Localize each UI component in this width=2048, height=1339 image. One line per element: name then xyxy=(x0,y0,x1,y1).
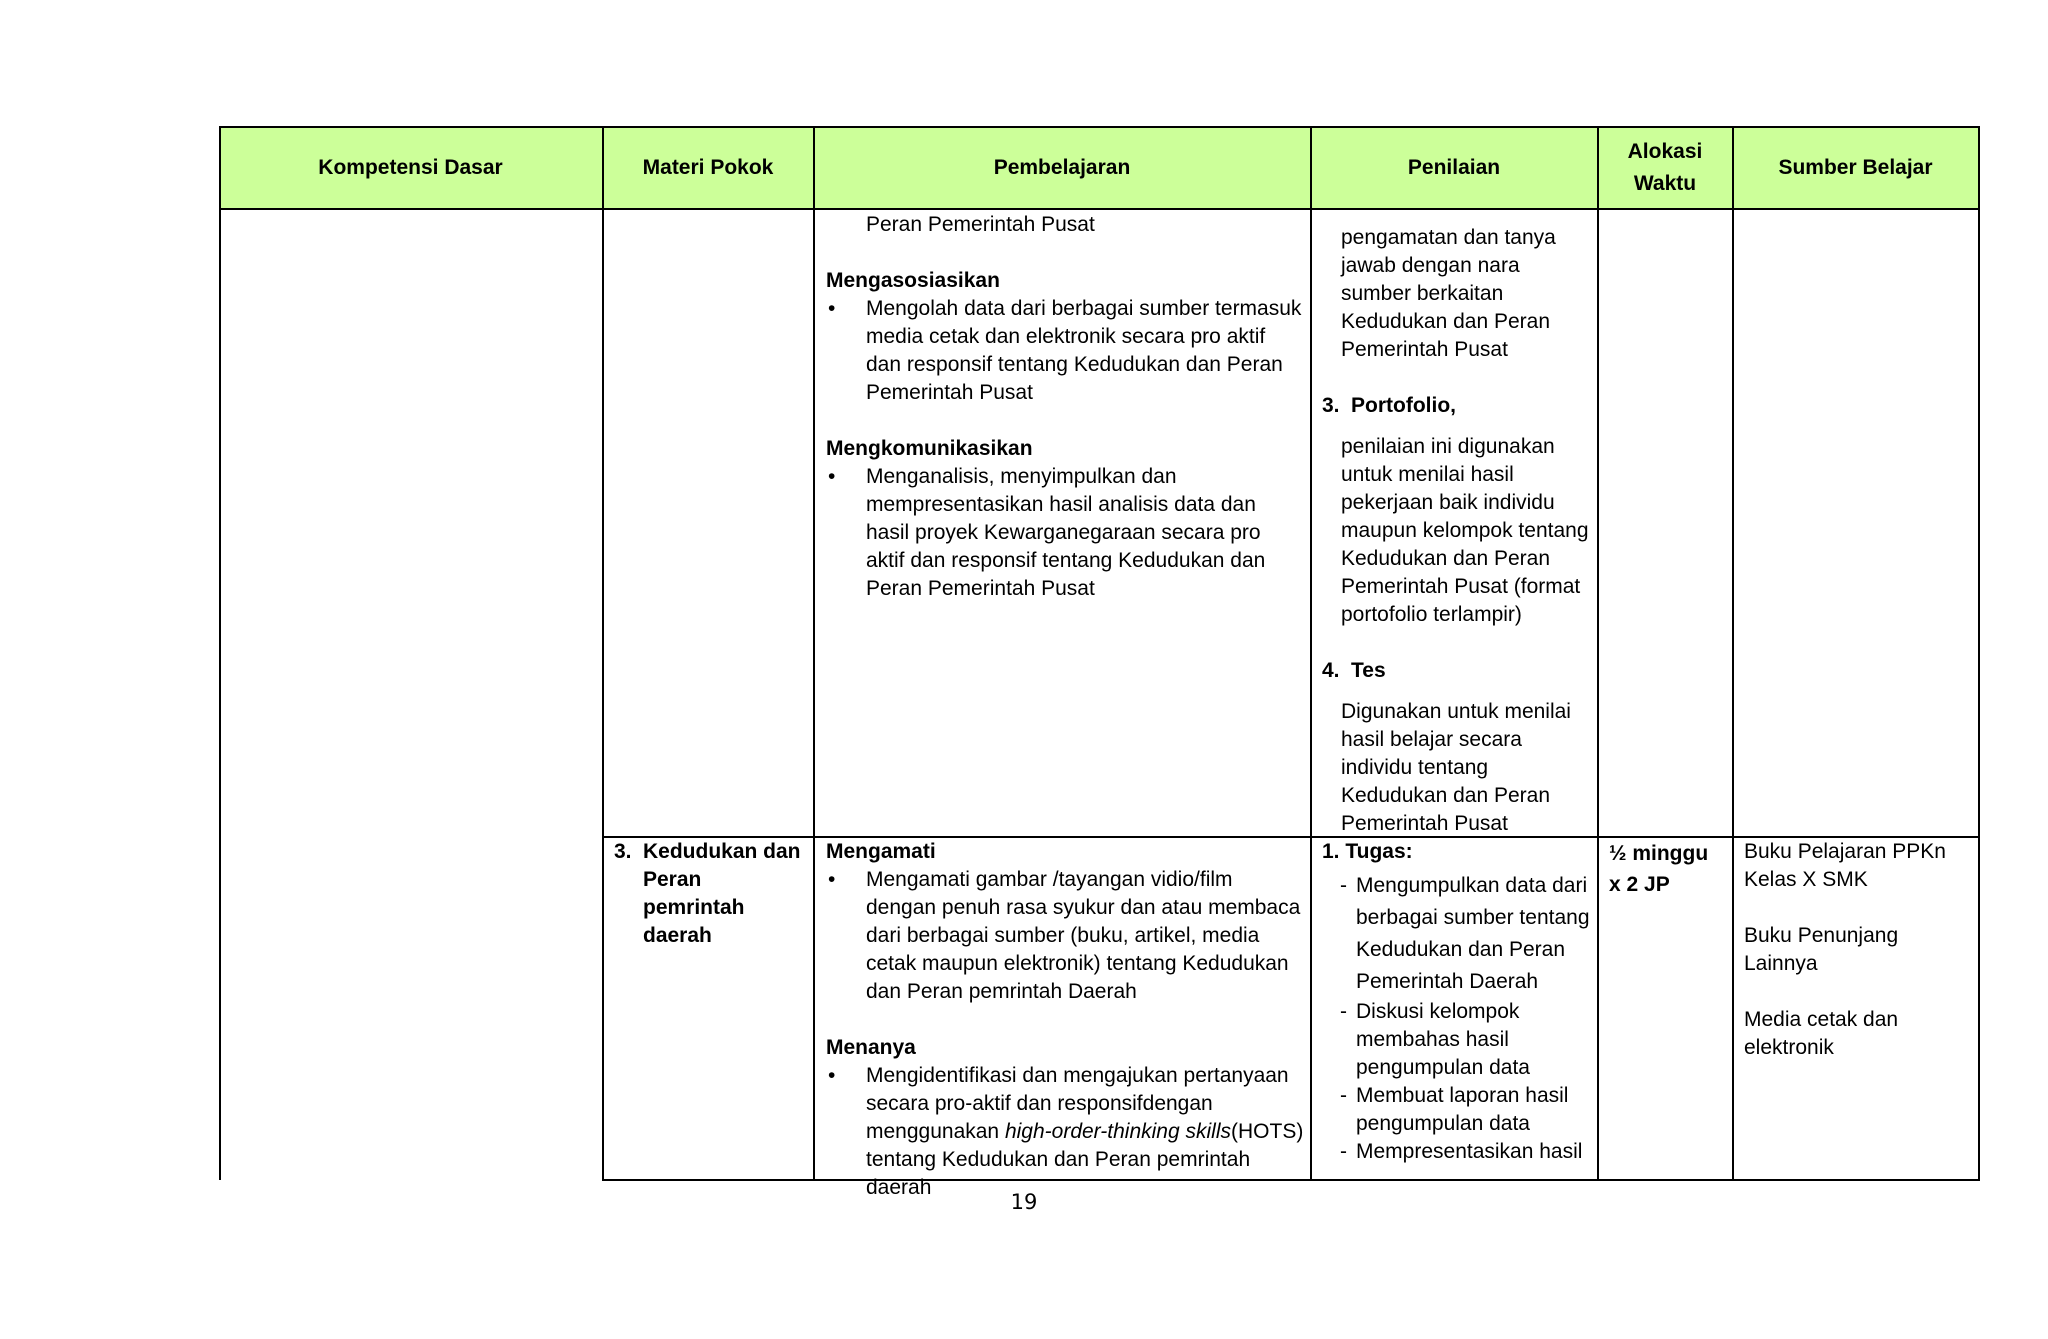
sumber-item: Media cetak dan elektronik xyxy=(1744,1008,1899,1059)
menanya-item: • Mengidentifikasi dan mengajukan pertanyaan secara pro-aktif dan responsifdengan menggunakan high-order-thinking skills(HOTS) tentang Kedudukan dan Peran pemrintah daerah xyxy=(826,1062,1304,1202)
col-line-alokasi xyxy=(1597,126,1599,1180)
mengamati-item: • Mengamati gambar /tayangan vidio/film dengan penuh rasa syukur dan atau membaca dari berbagai sumber (buku, artikel, media cetak maupun elektronik) tentang Kedudukan dan Peran pemrintah Daerah xyxy=(826,866,1304,1006)
mengkomunikasikan-item: • Menganalisis, menyimpulkan dan mempresentasikan hasil analisis data dan hasil proyek Kewarganegaraan secara pro aktif dan responsif tentang Kedudukan dan Peran Pemerintah Pusat xyxy=(826,463,1302,603)
mengkomunikasikan-heading: Mengkomunikasikan xyxy=(826,437,1033,460)
continued-line: Peran Pemerintah Pusat xyxy=(866,213,1095,236)
page-number: 19 xyxy=(1010,1190,1038,1214)
header-materi-pokok: Materi Pokok xyxy=(642,155,774,179)
sumber-item: Buku Pelajaran PPKn Kelas X SMK xyxy=(1744,840,1946,891)
tugas-heading: 1. Tugas: xyxy=(1322,840,1413,863)
col-line-sumber xyxy=(1732,126,1734,1180)
col-line-materi xyxy=(602,126,604,1180)
col-line-left xyxy=(219,126,221,1180)
tes-heading: 4. Tes xyxy=(1322,657,1592,685)
header-penilaian: Penilaian xyxy=(1407,155,1501,179)
row2-pembelajaran xyxy=(826,838,1304,1202)
materi-number: 3. xyxy=(614,840,632,863)
row1-pembelajaran xyxy=(826,211,1302,603)
row2-materi-pokok xyxy=(614,838,806,950)
col-line-right xyxy=(1978,126,1980,1180)
hots-italic-text: high-order-thinking skills xyxy=(1004,1120,1232,1143)
row1-penilaian xyxy=(1322,224,1592,838)
portofolio-heading: 3. Portofolio, xyxy=(1322,392,1592,420)
mengamati-heading: Mengamati xyxy=(826,840,936,863)
col-line-pembelajaran xyxy=(813,126,815,1180)
menanya-heading: Menanya xyxy=(826,1036,916,1059)
header-border-bottom xyxy=(219,208,1980,210)
tugas-item: - Membuat laporan hasil pengumpulan data xyxy=(1340,1084,1569,1135)
tugas-item: - Diskusi kelompok membahas hasil pengumpulan data xyxy=(1340,1000,1530,1079)
header-pembelajaran: Pembelajaran xyxy=(993,155,1131,179)
header-kompetensi-dasar: Kompetensi Dasar xyxy=(318,155,503,179)
row2-penilaian xyxy=(1322,838,1592,1178)
col-line-penilaian xyxy=(1310,126,1312,1180)
penilaian-cont-text: pengamatan dan tanya jawab dengan nara sumber berkaitan Kedudukan dan Peran Pemerintah Pusat xyxy=(1341,226,1556,361)
mengasosiasikan-heading: Mengasosiasikan xyxy=(826,269,1000,292)
portofolio-text: penilaian ini digunakan untuk menilai hasil pekerjaan baik individu maupun kelompok tentang Kedudukan dan Peran Pemerintah Pusat (format portofolio terlampir) xyxy=(1341,435,1589,626)
tugas-item: - Mengumpulkan data dari berbagai sumber tentang Kedudukan dan Peran Pemerintah Daerah xyxy=(1340,874,1590,993)
tugas-item: - Mempresentasikan hasil xyxy=(1340,1140,1583,1163)
header-alokasi-waktu: Alokasi Waktu xyxy=(1627,139,1703,195)
sumber-item: Buku Penunjang Lainnya xyxy=(1744,924,1899,975)
tes-text: Digunakan untuk menilai hasil belajar secara individu tentang Kedudukan dan Peran Pemerintah Pusat xyxy=(1341,700,1571,835)
tes-number: 4. xyxy=(1322,659,1340,682)
row2-alokasi-waktu: ½ minggu x 2 JP xyxy=(1609,842,1709,896)
row2-sumber-belajar xyxy=(1744,838,1972,1062)
mengasosiasikan-item: • Mengolah data dari berbagai sumber termasuk media cetak dan elektronik secara pro aktif dan responsif tentang Kedudukan dan Peran Pemerintah Pusat xyxy=(826,295,1302,407)
header-sumber-belajar: Sumber Belajar xyxy=(1778,155,1933,179)
table-border-top xyxy=(219,126,1980,128)
materi-text: Kedudukan dan Peran pemrintah daerah xyxy=(643,840,801,947)
portofolio-number: 3. xyxy=(1322,394,1340,417)
